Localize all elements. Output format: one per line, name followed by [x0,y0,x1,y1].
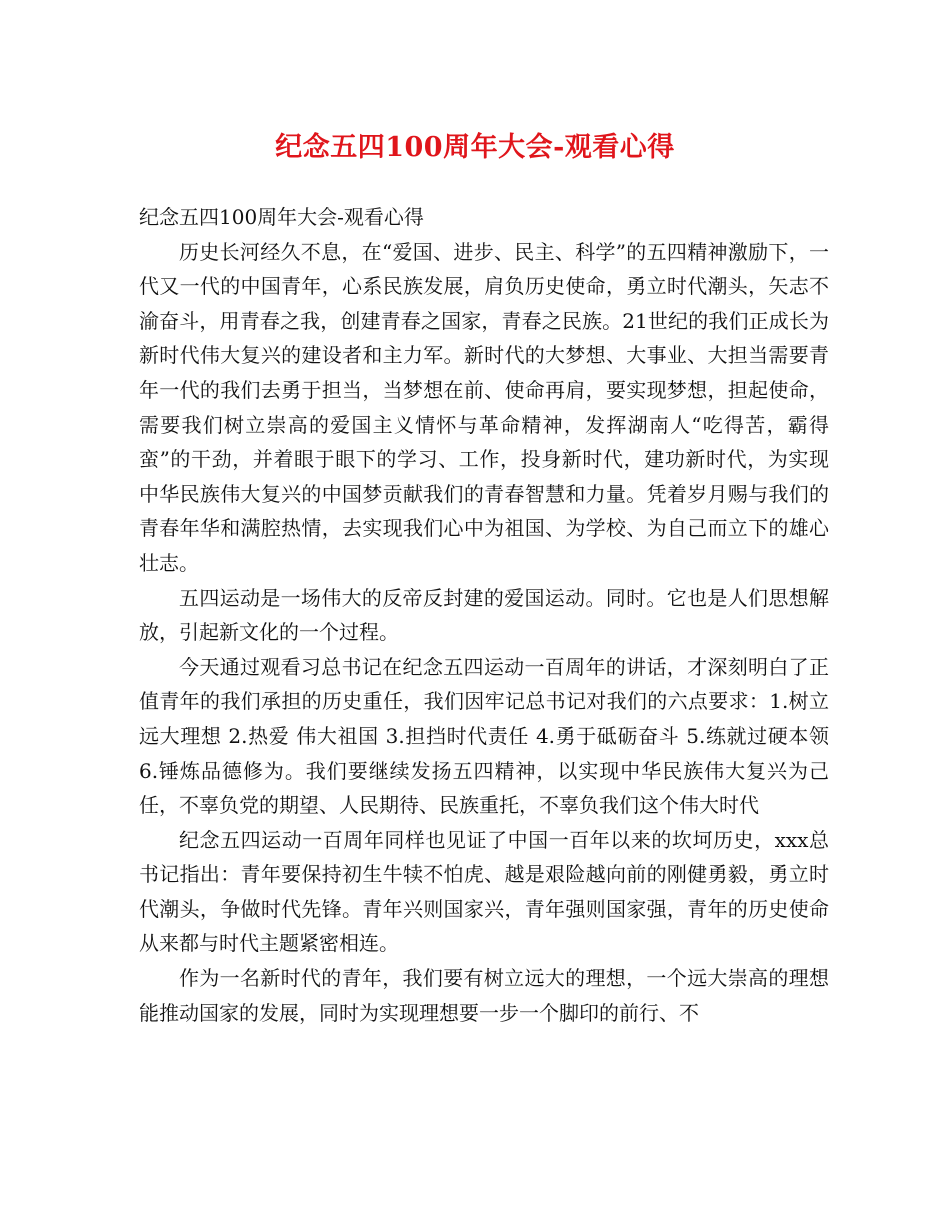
document-subtitle: 纪念五四100周年大会-观看心得 [139,205,424,229]
document-body [139,200,829,1030]
paragraph-1: 历史长河经久不息，在“爱国、进步、民主、科学”的五四精神激励下，一代又一代的中国青年，心系民族发展，肩负历史使命，勇立时代潮头，矢志不渝奋斗，用青春之我，创建青春之国家，青春之民族。21世纪的我们正成长为新时代伟大复兴的建设者和主力军。新时代的大梦想、大事业、大担当需要青年一代的我们去勇于担当，当梦想在前、使命再肩，要实现梦想，担起使命，需要我们树立崇高的爱国主义情怀与革命精神，发挥湖南人“吃得苦，霸得蛮”的干劲，并着眼于眼下的学习、工作，投身新时代，建功新时代，为实现中华民族伟大复兴的中国梦贡献我们的青春智慧和力量。凭着岁月赐与我们的青春年华和满腔热情，去实现我们心中为祖国、为学校、为自己而立下的雄心壮志。 [139,239,829,575]
paragraph-4: 纪念五四运动一百周年同样也见证了中国一百年以来的坎坷历史，xxx总书记指出：青年要保持初生牛犊不怕虎、越是艰险越向前的刚健勇毅，勇立时代潮头，争做时代先锋。青年兴则国家兴，青年强则国家强，青年的历史使命从来都与时代主题紧密相连。 [139,827,829,956]
paragraph-5: 作为一名新时代的青年，我们要有树立远大的理想，一个远大崇高的理想能推动国家的发展，同时为实现理想要一步一个脚印的前行、不 [139,966,829,1025]
paragraph-3: 今天通过观看习总书记在纪念五四运动一百周年的讲话，才深刻明白了正值青年的我们承担的历史重任，我们因牢记总书记对我们的六点要求：1.树立远大理想 2.热爱 伟大祖国 3.担挡时代责任 4.勇于砥砺奋斗 5.练就过硬本领 6.锤炼品德修为。我们要继续发扬五四精神，以实现中华民族伟大复兴为己任，不辜负党的期望、人民期待、民族重托，不辜负我们这个伟大时代 [139,654,829,818]
document-title: 纪念五四100周年大会-观看心得 [275,132,675,163]
paragraph-2: 五四运动是一场伟大的反帝反封建的爱国运动。同时。它也是人们思想解放，引起新文化的一个过程。 [139,585,829,645]
